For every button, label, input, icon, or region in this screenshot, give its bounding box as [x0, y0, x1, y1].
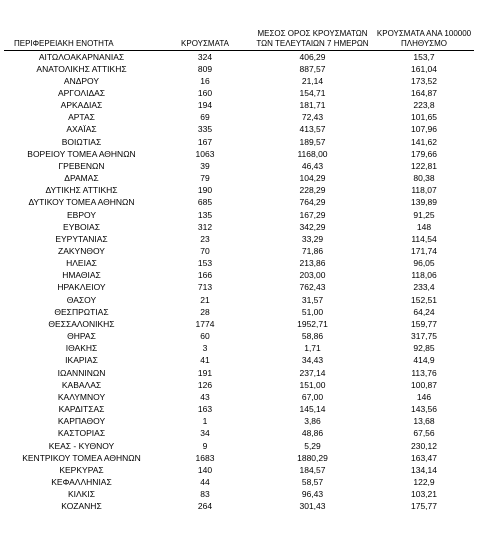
cell-cases: 335: [197, 124, 213, 135]
table-row: [4, 427, 474, 439]
table-row: [4, 245, 474, 257]
cell-region: ΚΟΖΑΝΗΣ: [61, 501, 102, 512]
cell-per100k: 64,24: [413, 306, 435, 317]
cell-avg7: 145,14: [299, 404, 326, 415]
table-row: [4, 488, 474, 500]
cell-region: ΚΑΣΤΟΡΙΑΣ: [57, 428, 106, 439]
cell-region: ΕΥΒΟΙΑΣ: [63, 221, 100, 232]
cell-cases: 166: [197, 270, 213, 281]
cell-cases: 194: [197, 100, 213, 111]
cell-per100k: 118,06: [411, 270, 437, 281]
cell-avg7: 67,00: [301, 391, 324, 402]
cell-cases: 160: [197, 87, 213, 98]
table-row: [4, 257, 474, 269]
cell-cases: 312: [197, 221, 213, 232]
cell-per100k: 100,87: [411, 379, 437, 390]
cell-cases: 23: [200, 233, 210, 244]
cell-avg7: 33,29: [301, 233, 324, 244]
cell-region: ΑΡΚΑΔΙΑΣ: [60, 100, 103, 111]
cell-cases: 83: [200, 489, 210, 500]
cell-region: ΖΑΚΥΝΘΟΥ: [58, 246, 105, 256]
cell-cases: 324: [197, 51, 213, 62]
cell-avg7: 34,43: [301, 355, 324, 366]
covid-cases-table: [4, 10, 474, 512]
cell-per100k: 175,77: [411, 501, 437, 512]
cell-cases: 126: [197, 379, 213, 390]
cell-per100k: 80,38: [413, 173, 435, 184]
cell-avg7: 151,00: [299, 379, 326, 390]
cell-avg7: 213,86: [299, 258, 326, 269]
cell-avg7: 48,86: [301, 428, 324, 439]
cell-per100k: 114,54: [411, 233, 437, 244]
cell-cases: 685: [197, 197, 213, 208]
cell-per100k: 146: [416, 391, 432, 402]
cell-avg7: 71,86: [301, 246, 324, 256]
cell-region: ΕΥΡΥΤΑΝΙΑΣ: [55, 233, 108, 244]
cell-cases: 44: [200, 476, 210, 487]
cell-avg7: 46,43: [301, 160, 324, 171]
cell-avg7: 1952,71: [297, 318, 328, 329]
cell-cases: 191: [197, 367, 213, 378]
table-row: [4, 306, 474, 318]
cell-region: ΒΟΙΩΤΙΑΣ: [61, 136, 102, 147]
cell-avg7: 1880,29: [297, 452, 328, 463]
cell-region: ΚΕΡΚΥΡΑΣ: [59, 464, 104, 475]
cell-per100k: 113,76: [411, 367, 437, 378]
cell-region: ΗΡΑΚΛΕΙΟΥ: [57, 282, 106, 293]
cell-region: ΗΜΑΘΙΑΣ: [62, 270, 101, 281]
cell-cases: 70: [200, 246, 210, 256]
table-body: [4, 50, 474, 512]
table-row: [4, 172, 474, 184]
cell-cases: 264: [197, 501, 213, 512]
cell-avg7: 184,57: [299, 464, 326, 475]
cell-cases: 190: [197, 185, 213, 196]
cell-avg7: 228,29: [299, 185, 326, 196]
table-row: [4, 87, 474, 99]
cell-avg7: 762,43: [299, 282, 326, 293]
cell-per100k: 92,85: [413, 343, 435, 354]
cell-per100k: 13,68: [413, 416, 435, 427]
table-row: [4, 136, 474, 148]
cell-per100k: 164,87: [411, 87, 437, 98]
cell-region: ΚΑΛΥΜΝΟΥ: [57, 391, 106, 402]
cell-avg7: 5,29: [304, 440, 321, 451]
cell-cases: 79: [200, 173, 210, 184]
table-row: [4, 63, 474, 75]
table-row: [4, 452, 474, 464]
table-row: [4, 500, 474, 512]
cell-region: ΚΕΑΣ - ΚΥΘΝΟΥ: [48, 440, 115, 451]
table-row: [4, 269, 474, 281]
cell-avg7: 887,57: [299, 63, 326, 74]
cell-region: ΔΥΤΙΚΗΣ ΑΤΤΙΚΗΣ: [45, 185, 118, 196]
cell-per100k: 152,51: [411, 294, 437, 305]
cell-cases: 9: [202, 440, 208, 451]
table-row: [4, 196, 474, 208]
cell-per100k: 101,65: [411, 112, 437, 123]
cell-region: ΑΙΤΩΛΟΑΚΑΡΝΑΝΙΑΣ: [38, 51, 125, 62]
cell-cases: 135: [197, 209, 213, 220]
table-row: [4, 148, 474, 160]
table-row: [4, 464, 474, 476]
table-row: [4, 99, 474, 111]
table-row: [4, 233, 474, 245]
cell-avg7: 104,29: [299, 173, 326, 184]
cell-per100k: 139,89: [411, 197, 437, 208]
table-row: [4, 294, 474, 306]
cell-avg7: 72,43: [301, 112, 324, 123]
cell-avg7: 31,57: [301, 294, 324, 305]
cell-per100k: 159,77: [411, 318, 437, 329]
cell-per100k: 122,9: [413, 476, 435, 487]
cell-region: ΑΝΑΤΟΛΙΚΗΣ ΑΤΤΙΚΗΣ: [36, 63, 127, 74]
cell-per100k: 171,74: [411, 246, 437, 256]
cell-avg7: 58,86: [301, 331, 324, 342]
cell-per100k: 122,81: [411, 160, 437, 171]
cell-cases: 1: [202, 416, 208, 427]
cell-avg7: 96,43: [301, 489, 324, 500]
cell-region: ΓΡΕΒΕΝΩΝ: [58, 160, 105, 171]
cell-region: ΒΟΡΕΙΟΥ ΤΟΜΕΑ ΑΘΗΝΩΝ: [27, 148, 136, 159]
cell-per100k: 414,9: [413, 355, 435, 366]
table-row: [4, 354, 474, 366]
table-row: [4, 111, 474, 123]
cell-avg7: 1168,00: [297, 148, 328, 159]
cell-cases: 60: [200, 331, 210, 342]
cell-region: ΙΘΑΚΗΣ: [65, 343, 98, 354]
cell-cases: 713: [197, 282, 213, 293]
cell-region: ΚΑΡΠΑΘΟΥ: [57, 416, 106, 427]
cell-per100k: 161,04: [411, 63, 437, 74]
table-row: [4, 123, 474, 135]
cell-per100k: 153,7: [413, 51, 435, 62]
cell-per100k: 148: [416, 221, 432, 232]
cell-avg7: 237,14: [299, 367, 326, 378]
cell-region: ΑΝΔΡΟΥ: [63, 75, 100, 86]
table-row: [4, 50, 474, 63]
cell-per100k: 118,07: [411, 185, 437, 196]
table-row: [4, 160, 474, 172]
cell-region: ΑΡΓΟΛΙΔΑΣ: [57, 87, 106, 98]
cell-avg7: 181,71: [299, 100, 326, 111]
header-cases: ΚΡΟΥΣΜΑΤΑ: [159, 10, 251, 50]
cell-avg7: 764,29: [299, 197, 326, 208]
cell-per100k: 103,21: [411, 489, 437, 500]
cell-avg7: 3,86: [304, 416, 321, 427]
cell-region: ΑΧΑΪΑΣ: [66, 124, 97, 135]
table-row: [4, 209, 474, 221]
cell-cases: 167: [197, 136, 213, 147]
cell-cases: 809: [197, 63, 213, 74]
table-row: [4, 391, 474, 403]
table-row: [4, 75, 474, 87]
cell-per100k: 107,96: [411, 124, 437, 135]
cell-avg7: 51,00: [301, 306, 324, 317]
header-avg7: ΜΕΣΟΣ ΟΡΟΣ ΚΡΟΥΣΜΑΤΩΝ ΤΩΝ ΤΕΛΕΥΤΑΙΩΝ 7 ΗΜΕΡΩΝ: [251, 10, 374, 50]
cell-per100k: 179,66: [411, 148, 437, 159]
cell-cases: 21: [200, 294, 210, 305]
table-row: [4, 318, 474, 330]
cell-avg7: 167,29: [299, 209, 326, 220]
cell-cases: 1774: [195, 318, 215, 329]
cell-region: ΚΕΝΤΡΙΚΟΥ ΤΟΜΕΑ ΑΘΗΝΩΝ: [22, 452, 141, 463]
cell-cases: 163: [197, 404, 213, 415]
table-row: [4, 342, 474, 354]
table-row: [4, 403, 474, 415]
cell-per100k: 134,14: [411, 464, 437, 475]
cell-region: ΚΕΦΑΛΛΗΝΙΑΣ: [51, 476, 112, 487]
cell-region: ΚΑΒΑΛΑΣ: [61, 379, 102, 390]
cell-avg7: 154,71: [299, 87, 326, 98]
cell-cases: 153: [197, 258, 213, 269]
cell-per100k: 233,4: [413, 282, 435, 293]
cell-per100k: 143,56: [411, 404, 437, 415]
cell-cases: 3: [202, 343, 208, 354]
cell-per100k: 163,47: [411, 452, 437, 463]
cell-region: ΙΚΑΡΙΑΣ: [65, 355, 98, 366]
cell-per100k: 67,56: [413, 428, 435, 439]
table-row: [4, 221, 474, 233]
table-row: [4, 367, 474, 379]
cell-per100k: 317,75: [411, 331, 437, 342]
cell-avg7: 189,57: [299, 136, 326, 147]
table-row: [4, 184, 474, 196]
cell-cases: 41: [200, 355, 210, 366]
cell-avg7: 203,00: [299, 270, 326, 281]
cell-avg7: 21,14: [301, 75, 324, 86]
cell-avg7: 301,43: [299, 501, 326, 512]
cell-region: ΘΗΡΑΣ: [67, 331, 96, 342]
cell-region: ΔΥΤΙΚΟΥ ΤΟΜΕΑ ΑΘΗΝΩΝ: [28, 197, 135, 208]
cell-avg7: 342,29: [299, 221, 326, 232]
cell-cases: 69: [200, 112, 210, 123]
table-row: [4, 330, 474, 342]
cell-cases: 1683: [195, 452, 215, 463]
cell-per100k: 141,62: [411, 136, 437, 147]
cell-region: ΘΕΣΠΡΩΤΙΑΣ: [54, 306, 109, 317]
header-region: ΠΕΡΙΦΕΡΕΙΑΚΗ ΕΝΟΤΗΤΑ: [4, 10, 159, 50]
cell-region: ΚΑΡΔΙΤΣΑΣ: [58, 404, 105, 415]
cell-avg7: 1,71: [304, 343, 321, 354]
table-row: [4, 281, 474, 293]
cell-region: ΕΒΡΟΥ: [66, 209, 96, 220]
cell-per100k: 96,05: [413, 258, 435, 269]
table-row: [4, 476, 474, 488]
cell-region: ΑΡΤΑΣ: [68, 112, 95, 123]
cell-per100k: 173,52: [411, 75, 437, 86]
cell-cases: 34: [200, 428, 210, 439]
cell-region: ΚΙΛΚΙΣ: [68, 489, 95, 500]
cell-cases: 43: [200, 391, 210, 402]
cell-region: ΔΡΑΜΑΣ: [64, 173, 99, 184]
cell-per100k: 91,25: [413, 209, 435, 220]
cell-cases: 140: [197, 464, 213, 475]
cell-per100k: 230,12: [411, 440, 437, 451]
table-row: [4, 415, 474, 427]
cell-region: ΘΕΣΣΑΛΟΝΙΚΗΣ: [48, 318, 115, 329]
cell-per100k: 223,8: [413, 100, 435, 111]
cell-cases: 28: [200, 306, 210, 317]
table-row: [4, 379, 474, 391]
cell-avg7: 406,29: [299, 51, 326, 62]
table-row: [4, 440, 474, 452]
header-per100k: ΚΡΟΥΣΜΑΤΑ ΑΝΑ 100000 ΠΛΗΘΥΣΜΟ: [374, 10, 474, 50]
cell-cases: 1063: [195, 148, 215, 159]
cell-region: ΘΑΣΟΥ: [66, 294, 97, 305]
cell-avg7: 413,57: [299, 124, 326, 135]
cell-region: ΗΛΕΙΑΣ: [66, 258, 97, 269]
table-header-row: [4, 10, 474, 50]
cell-cases: 39: [200, 160, 210, 171]
cell-avg7: 58,57: [301, 476, 324, 487]
cell-cases: 16: [200, 75, 210, 86]
cell-region: ΙΩΑΝΝΙΝΩΝ: [57, 367, 106, 378]
